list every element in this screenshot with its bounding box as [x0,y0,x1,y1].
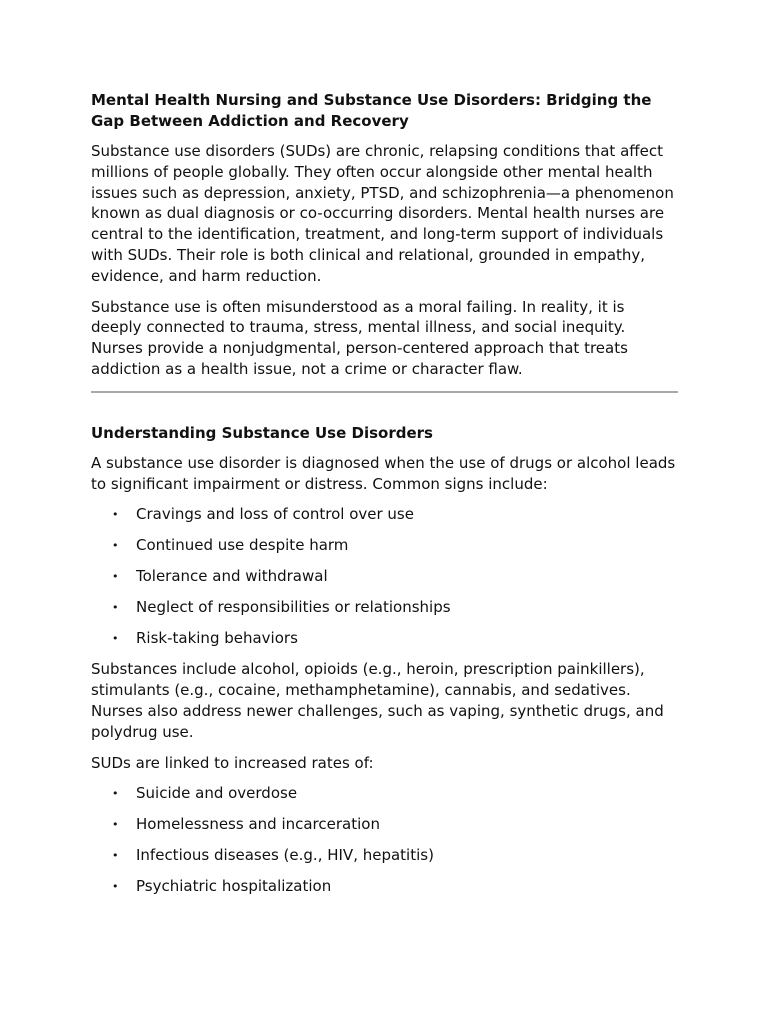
list-item-text: Suicide and overdose [136,784,298,803]
risks-list [91,783,678,897]
list-item-text: Neglect of responsibilities or relationships [136,598,451,617]
bullet-icon: • [112,632,119,646]
section-divider [91,391,678,393]
intro-paragraph: Substance use disorders (SUDs) are chronic, relapsing conditions that affect millions of people globally. They often occur alongside other mental health issues such as depression, anxiety, PTSD, and schizophrenia—a phenomenon known as dual diagnosis or co-occurring disorders. Mental health nurses are central to the identification, treatment, and long-term support of individuals with SUDs. Their role is both clinical and relational, grounded in empathy, evidence, and harm reduction. [91,142,674,285]
bullet-icon: • [112,849,119,863]
section-heading: Understanding Substance Use Disorders [91,423,433,442]
list-item [91,845,678,866]
list-item-text: Infectious diseases (e.g., HIV, hepatitis) [136,846,434,865]
bullet-icon: • [112,787,119,801]
bullet-icon: • [112,508,119,522]
list-item [91,566,678,587]
intro-paragraph: Substance use is often misunderstood as a moral failing. In reality, it is deeply connected to trauma, stress, mental illness, and social inequity. Nurses provide a nonjudgmental, person-centered approach that treats addiction as a health issue, not a crime or character flaw. [91,297,628,378]
list-item-text: Psychiatric hospitalization [136,877,332,896]
list-item [91,876,678,897]
risks-lead-paragraph: SUDs are linked to increased rates of: [91,753,374,772]
list-item [91,814,678,835]
bullet-icon: • [112,601,119,615]
list-item [91,628,678,649]
bullet-icon: • [112,880,119,894]
list-item-text: Tolerance and withdrawal [136,567,328,586]
substances-paragraph: Substances include alcohol, opioids (e.g., heroin, prescription painkillers), stimulants (e.g., cocaine, methamphetamine), cannabis, and sedatives. Nurses also address newer challenges, such as vaping, synthetic drugs, and polydrug use. [91,660,664,741]
list-item-text: Risk-taking behaviors [136,629,298,648]
bullet-icon: • [112,818,119,832]
list-item-text: Cravings and loss of control over use [136,505,414,524]
list-item [91,597,678,618]
document-title: Mental Health Nursing and Substance Use Disorders: Bridging the Gap Between Addiction and Recovery [91,91,652,130]
section-lead-paragraph: A substance use disorder is diagnosed when the use of drugs or alcohol leads to significant impairment or distress. Common signs include: [91,453,676,493]
list-item-text: Continued use despite harm [136,536,349,555]
signs-list [91,504,678,649]
bullet-icon: • [112,570,119,584]
list-item [91,783,678,804]
list-item [91,535,678,556]
bullet-icon: • [112,539,119,553]
list-item-text: Homelessness and incarceration [136,815,380,834]
list-item [91,504,678,525]
